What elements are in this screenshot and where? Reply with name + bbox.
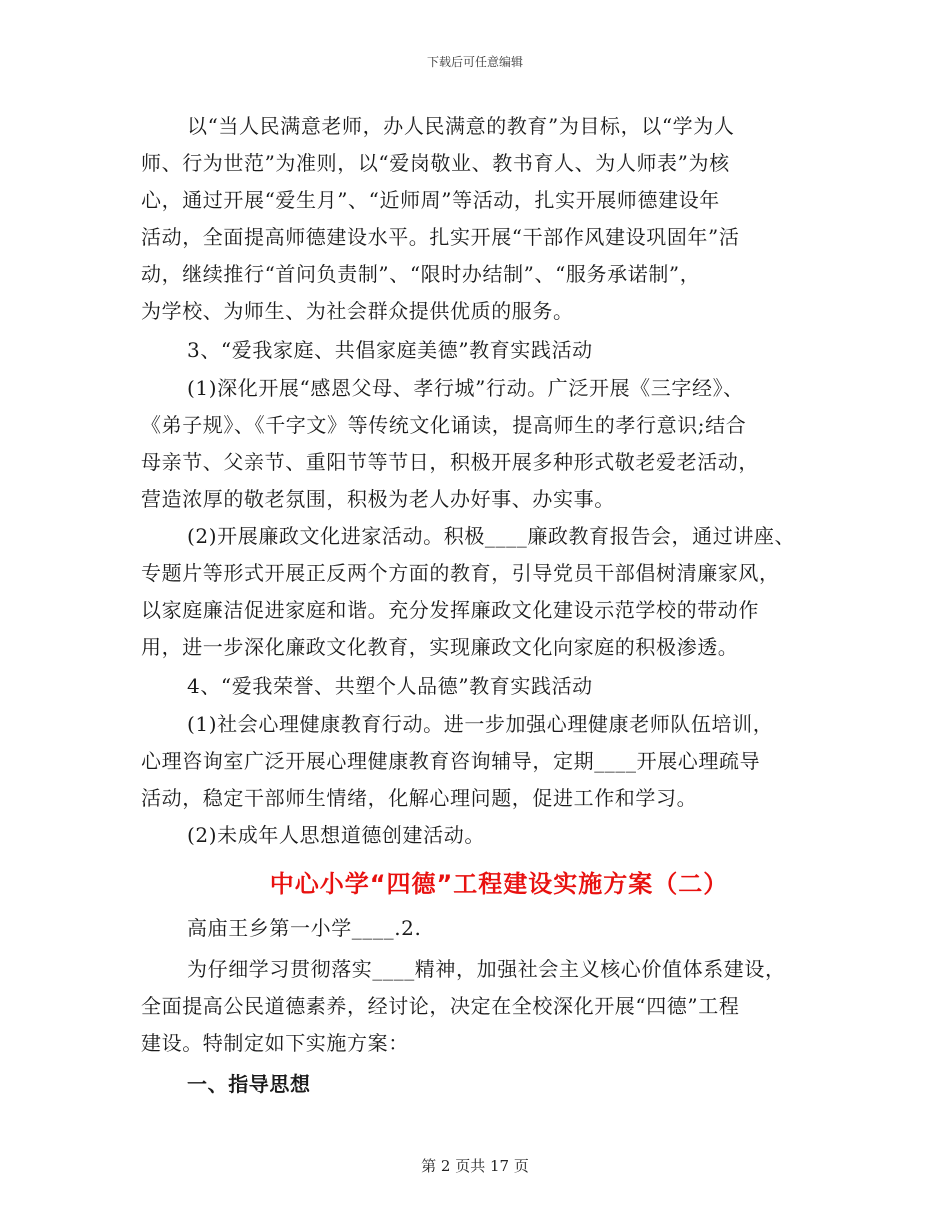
text-line: 活动，全面提高师德建设水平。扎实开展“干部作风建设巩固年”活 — [141, 225, 740, 249]
text-line: 建设。特制定如下实施方案： — [141, 1031, 409, 1055]
heading-guiding-thought — [141, 1066, 825, 1103]
text-line: (2)开展廉政文化进家活动。积极____廉政教育报告会，通过讲座、 — [187, 524, 796, 548]
text-line: 高庙王乡第一小学____.2. — [187, 916, 422, 940]
text-line: 以“当人民满意老师，办人民满意的教育”为目标，以“学为人 — [187, 114, 735, 138]
text-line: 营造浓厚的敬老氛围，积极为老人办好事、办实事。 — [141, 487, 615, 511]
paragraph-4-1 — [141, 706, 825, 817]
text-line: 活动，稳定干部师生情绪，化解心理问题，促进工作和学习。 — [141, 786, 698, 810]
text-line: 专题片等形式开展正反两个方面的教育，引导党员干部倡树清廉家风， — [141, 561, 780, 585]
page-header: 下载后可任意编辑 — [426, 55, 523, 69]
school-line — [141, 910, 825, 947]
document-title: 中心小学“四德”工程建设实施方案（二） — [269, 870, 729, 898]
text-line: 用，进一步深化廉政文化教育，实现廉政文化向家庭的积极渗透。 — [141, 635, 739, 659]
section-heading-1: 一、指导思想 — [187, 1072, 311, 1096]
text-line: 动，继续推行“首问负责制”、“限时办结制”、“服务承诺制”， — [141, 262, 701, 286]
text-line: (1)深化开展“感恩父母、孝行城”行动。广泛开展《三字经》、 — [187, 376, 744, 400]
text-line: 母亲节、父亲节、重阳节等节日，积极开展多种形式敬老爱老活动， — [141, 450, 759, 474]
section-heading-4: 4、“爱我荣誉、共塑个人品德”教育实践活动 — [187, 674, 593, 698]
text-line: 《弟子规》、《千字文》等传统文化诵读，提高师生的孝行意识;结合 — [141, 413, 747, 437]
page-footer: 第 2 页共 17 页 — [421, 1157, 529, 1175]
text-line: 心，通过开展“爱生月”、“近师周”等活动，扎实开展师德建设年 — [141, 188, 720, 212]
text-line: 全面提高公民道德素养，经讨论，决定在全校深化开展“四德”工程 — [141, 994, 740, 1018]
text-line: (2)未成年人思想道德创建活动。 — [187, 823, 485, 847]
text-line: 心理咨询室广泛开展心理健康教育咨询辅导，定期____开展心理疏导 — [141, 749, 761, 773]
text-line: (1)社会心理健康教育行动。进一步加强心理健康老师队伍培训， — [187, 712, 774, 736]
section-heading-3: 3、“爱我家庭、共倡家庭美德”教育实践活动 — [187, 338, 593, 362]
intro-paragraph — [141, 951, 825, 1062]
text-line: 为学校、为师生、为社会群众提供优质的服务。 — [141, 299, 574, 323]
paragraph-3-2 — [141, 518, 825, 666]
document-body — [141, 108, 825, 1103]
paragraph-4-2 — [141, 817, 825, 854]
text-line: 为仔细学习贯彻落实____精神，加强社会主义核心价值体系建设， — [187, 957, 786, 981]
text-line: 师、行为世范”为准则，以“爱岗敬业、教书育人、为人师表”为核 — [141, 151, 730, 175]
paragraph-3-1 — [141, 370, 825, 518]
paragraph-top — [141, 108, 825, 330]
text-line: 以家庭廉洁促进家庭和谐。充分发挥廉政文化建设示范学校的带动作 — [141, 598, 759, 622]
